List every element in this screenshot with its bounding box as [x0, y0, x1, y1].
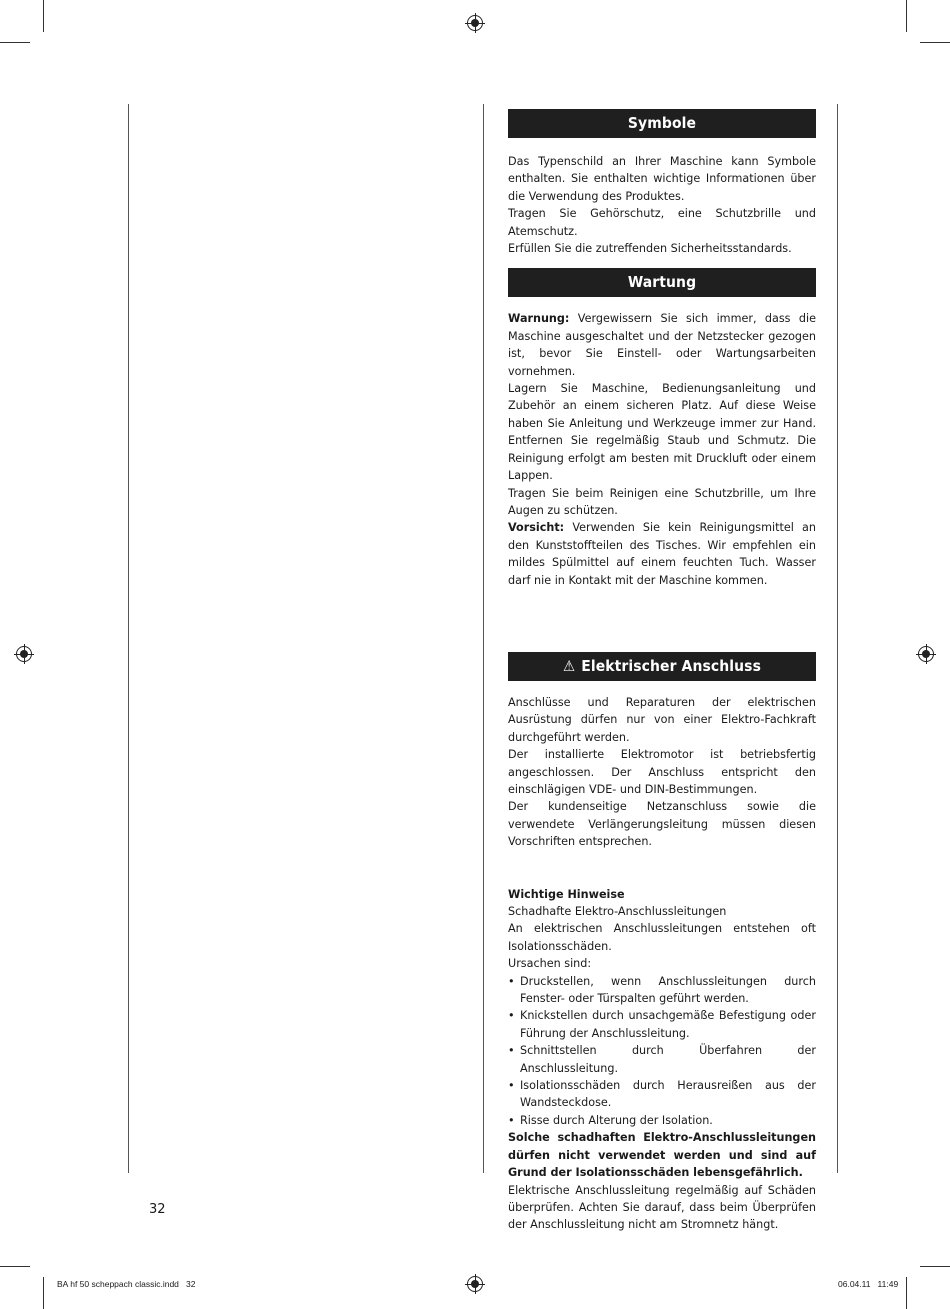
symbole-paragraph: Erfüllen Sie die zutreffenden Sicherheitsstandards.: [508, 242, 792, 256]
list-item: • Schnittstellen durch Überfahren der Anschlussleitung.: [508, 1042, 816, 1077]
symbole-paragraph: Das Typenschild an Ihrer Maschine kann Symbole enthalten. Sie enthalten wichtige Informationen über die Verwendung des Produktes.: [508, 155, 816, 203]
registration-mark-icon: [467, 1276, 483, 1292]
hinweise-subtitle: Schadhafte Elektro-Anschlussleitungen: [508, 905, 727, 918]
crop-mark: [906, 1277, 907, 1309]
crop-mark: [906, 0, 907, 32]
crop-mark: [920, 1266, 950, 1267]
hinweise-intro: An elektrischen Anschlussleitungen entstehen oft Isolationsschäden.: [508, 922, 816, 953]
warnung-text: Vergewissern Sie sich immer, dass die Maschine ausgeschaltet und der Netzstecker gezogen ist, bevor Sie Einstell- oder Wartungsarbeiten vornehmen.: [508, 312, 816, 378]
wartung-paragraph: Lagern Sie Maschine, Bedienungsanleitung und Zubehör an einem sicheren Platz. Auf diese Weise haben Sie Anleitung und Werkzeuge immer zur Hand. Entfernen Sie regelmäßig Staub und Schmutz. Die Reinigung erfolgt am besten mit Druckluft oder einem Lappen.: [508, 382, 816, 483]
page-number: 32: [149, 1202, 166, 1217]
content-column: [508, 109, 816, 1234]
section-heading-symbole: Symbole: [508, 109, 816, 138]
wartung-paragraph: Tragen Sie beim Reinigen eine Schutzbrille, um Ihre Augen zu schützen.: [508, 486, 816, 517]
crop-mark: [0, 42, 30, 43]
slug-file-info: BA hf 50 scheppach classic.indd 32: [57, 1279, 196, 1289]
hinweise-warning: Solche schadhaften Elektro-Anschlussleitungen dürfen nicht verwendet werden und sind auf Grund der Isolationsschäden lebensgefährlich.: [508, 1131, 816, 1180]
ursachen-list: [508, 973, 816, 1130]
crop-mark: [0, 1266, 30, 1267]
list-item: • Risse durch Alterung der Isolation.: [508, 1112, 816, 1129]
crop-mark: [43, 0, 44, 32]
list-item: • Isolationsschäden durch Herausreißen aus der Wandsteckdose.: [508, 1077, 816, 1112]
warnung-label: Warnung:: [508, 312, 570, 326]
elektrik-paragraph: Der installierte Elektromotor ist betriebsfertig angeschlossen. Der Anschluss entspricht den einschlägigen VDE- und DIN-Bestimmungen.: [508, 748, 816, 796]
hinweise-closing: Elektrische Anschlussleitung regelmäßig auf Schäden überprüfen. Achten Sie darauf, dass beim Überprüfen der Anschlussleitung nicht am Stromnetz hängt.: [508, 1183, 816, 1232]
elektrik-paragraph: Der kundenseitige Netzanschluss sowie die verwendete Verlängerungsleitung müssen diesen Vorschriften entsprechen.: [508, 800, 816, 849]
elektrik-paragraph: Anschlüsse und Reparaturen der elektrischen Ausrüstung dürfen nur von einer Elektro-Fachkraft durchgeführt werden.: [508, 695, 816, 744]
hinweise-ursachen: Ursachen sind:: [508, 957, 592, 971]
list-item: • Knickstellen durch unsachgemäße Befestigung oder Führung der Anschlussleitung.: [508, 1007, 816, 1042]
slug-date-time: 06.04.11 11:49: [838, 1279, 899, 1289]
hinweise-title: Wichtige Hinweise: [508, 887, 625, 901]
wartung-warnung: [508, 310, 816, 380]
elektrik-heading-text: Elektrischer Anschluss: [581, 656, 761, 675]
section-heading-wartung: Wartung: [508, 268, 816, 297]
section-heading-elektrischer-anschluss: [508, 652, 816, 681]
right-margin-rule: [837, 104, 838, 1173]
list-item: • Druckstellen, wenn Anschlussleitungen durch Fenster- oder Türspalten geführt werden.: [508, 973, 816, 1008]
vorsicht-label: Vorsicht:: [508, 521, 565, 535]
center-rule: [483, 104, 484, 1173]
registration-mark-icon: [16, 646, 32, 662]
warning-triangle-icon: ⚠: [563, 656, 576, 675]
registration-mark-icon: [467, 15, 483, 31]
crop-mark: [43, 1277, 44, 1309]
symbole-paragraph: Tragen Sie Gehörschutz, eine Schutzbrille und Atemschutz.: [508, 207, 816, 238]
vorsicht-text: Verwenden Sie kein Reinigungsmittel an den Kunststoffteilen des Tisches. Wir empfehlen ein mildes Spülmittel auf einem feuchten Tuch. Wasser darf nie in Kontakt mit der Maschine kommen.: [508, 521, 816, 587]
wartung-vorsicht: [508, 519, 816, 589]
registration-mark-icon: [918, 646, 934, 662]
crop-mark: [920, 42, 950, 43]
left-margin-rule: [128, 104, 129, 1173]
